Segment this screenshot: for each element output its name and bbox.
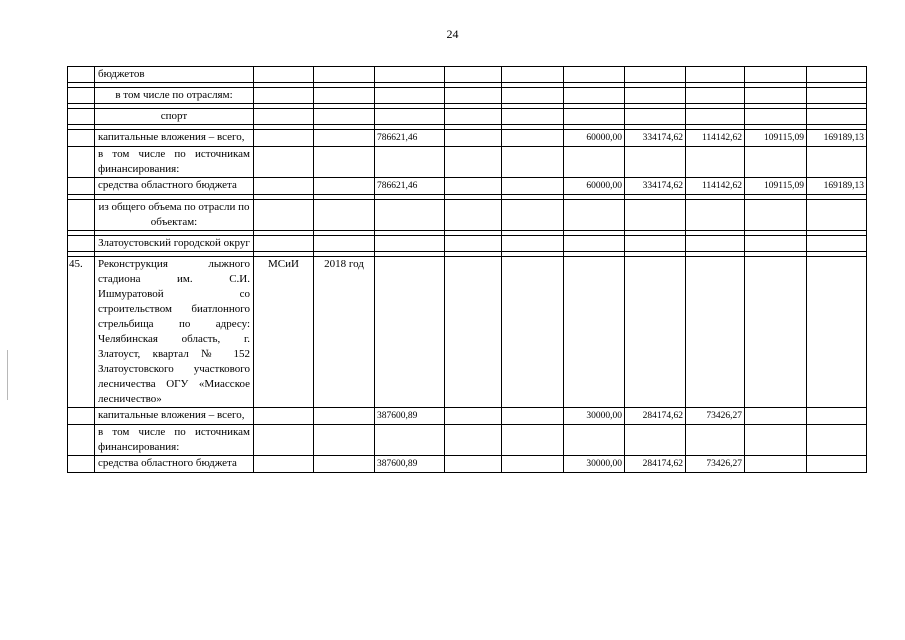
cell-col8: 114142,62 [686,130,745,147]
period: 2018 год [314,257,375,408]
cell-total: 786621,46 [375,130,445,147]
margin-mark [7,350,8,400]
table-row [68,109,867,125]
row-label-capital-total: капитальные вложения – всего, [95,408,254,425]
cell-col6: 60000,00 [564,130,625,147]
cell-col8: 73426,27 [686,456,745,473]
cell-col7: 334174,62 [625,130,686,147]
row-label-regional-budget: средства областного бюджета [95,456,254,473]
item-number: 45. [68,257,95,408]
table-row [68,147,867,178]
table-row [68,67,867,83]
cell-total: 786621,46 [375,178,445,195]
table-row [68,88,867,104]
cell-col6: 60000,00 [564,178,625,195]
row-label-by-sectors: в том числе по отраслям: [95,88,254,104]
row-label-by-sources: в том числе по источникам финансирования: [95,425,254,456]
responsible-agency: МСиИ [254,257,314,408]
cell-total: 387600,89 [375,456,445,473]
cell-total: 387600,89 [375,408,445,425]
row-label-district: Златоустовский городской округ [95,236,254,252]
row-label-regional-budget: средства областного бюджета [95,178,254,195]
cell-col10: 169189,13 [807,130,867,147]
object-name: Реконструкция лыжного стадиона им. С.И. Ишмуратовой со строительством биатлонного стрельбища по адресу: Челябинская область, г. Златоуст, квартал № 152 Златоустовского участкового лесничества ОГУ «Миасское лесничество» [95,257,254,408]
budget-table [67,66,867,473]
page-number: 24 [446,27,459,41]
cell-col9: 109115,09 [745,178,807,195]
row-label-budgets: бюджетов [95,67,254,83]
cell-col10: 169189,13 [807,178,867,195]
row-label-sport: спорт [95,109,254,125]
table-row [68,178,867,195]
table-row [68,425,867,456]
table-row [68,257,867,408]
cell-col6: 30000,00 [564,408,625,425]
row-label-capital-total: капитальные вложения – всего, [95,130,254,147]
table-row [68,408,867,425]
table-row [68,200,867,231]
cell-col6: 30000,00 [564,456,625,473]
row-label-by-objects: из общего объема по отрасли по объектам: [95,200,254,231]
cell-col7: 284174,62 [625,408,686,425]
row-label-by-sources: в том числе по источникам финансирования: [95,147,254,178]
cell-col9: 109115,09 [745,130,807,147]
table-row [68,456,867,473]
table-row [68,130,867,147]
cell-col7: 284174,62 [625,456,686,473]
table-row [68,236,867,252]
cell-col8: 114142,62 [686,178,745,195]
cell-col7: 334174,62 [625,178,686,195]
cell-col8: 73426,27 [686,408,745,425]
